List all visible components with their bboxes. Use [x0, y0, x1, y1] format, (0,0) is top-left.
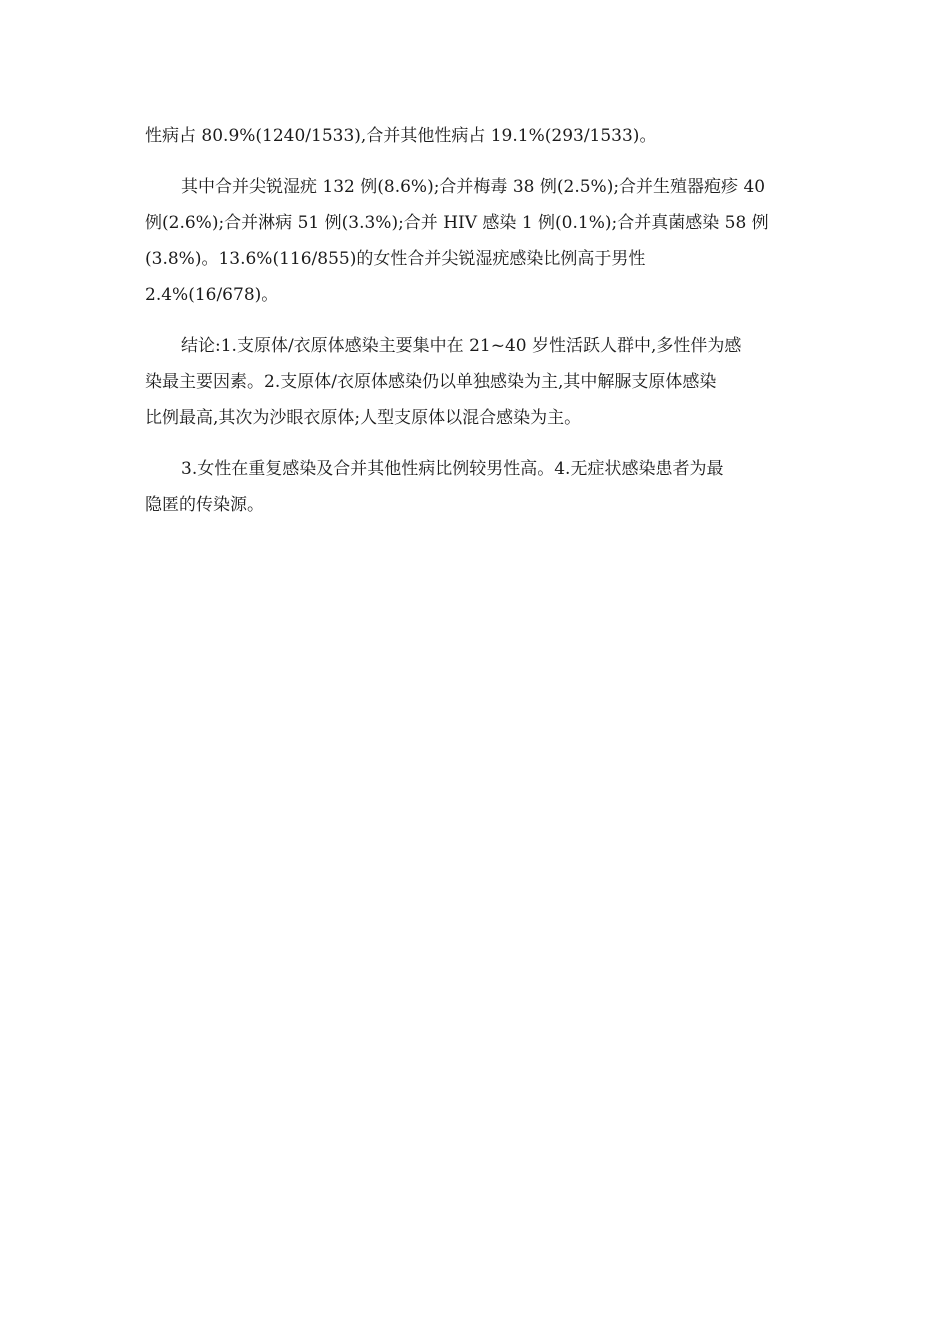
text-line: 2.4%(16/678)。 [145, 285, 279, 305]
paragraph-std-summary [145, 118, 810, 154]
paragraph-coinfection-details [145, 169, 810, 313]
text-line: 例(2.6%);合并淋病 51 例(3.3%);合并 HIV 感染 1 例(0.1%);合并真菌感染 58 例 [145, 213, 769, 233]
paragraph-gap [145, 154, 810, 169]
paragraph-conclusion-continued [145, 451, 810, 523]
text-line: 隐匿的传染源。 [145, 495, 264, 515]
text-line: 性病占 80.9%(1240/1533),合并其他性病占 19.1%(293/1533)。 [145, 126, 657, 146]
text-line: 比例最高,其次为沙眼衣原体;人型支原体以混合感染为主。 [145, 408, 582, 428]
text-line: 染最主要因素。2.支原体/衣原体感染仍以单独感染为主,其中解脲支原体感染 [145, 372, 717, 392]
paragraph-gap [145, 313, 810, 328]
text-line: 3.女性在重复感染及合并其他性病比例较男性高。4.无症状感染患者为最 [181, 459, 724, 479]
text-line: (3.8%)。13.6%(116/855)的女性合并尖锐湿疣感染比例高于男性 [145, 249, 646, 269]
paragraph-gap [145, 436, 810, 451]
text-line: 结论:1.支原体/衣原体感染主要集中在 21~40 岁性活跃人群中,多性伴为感 [181, 336, 742, 356]
paragraph-conclusion [145, 328, 810, 436]
text-line: 其中合并尖锐湿疣 132 例(8.6%);合并梅毒 38 例(2.5%);合并生殖器疱疹 40 [181, 177, 766, 197]
document-body [145, 118, 810, 523]
